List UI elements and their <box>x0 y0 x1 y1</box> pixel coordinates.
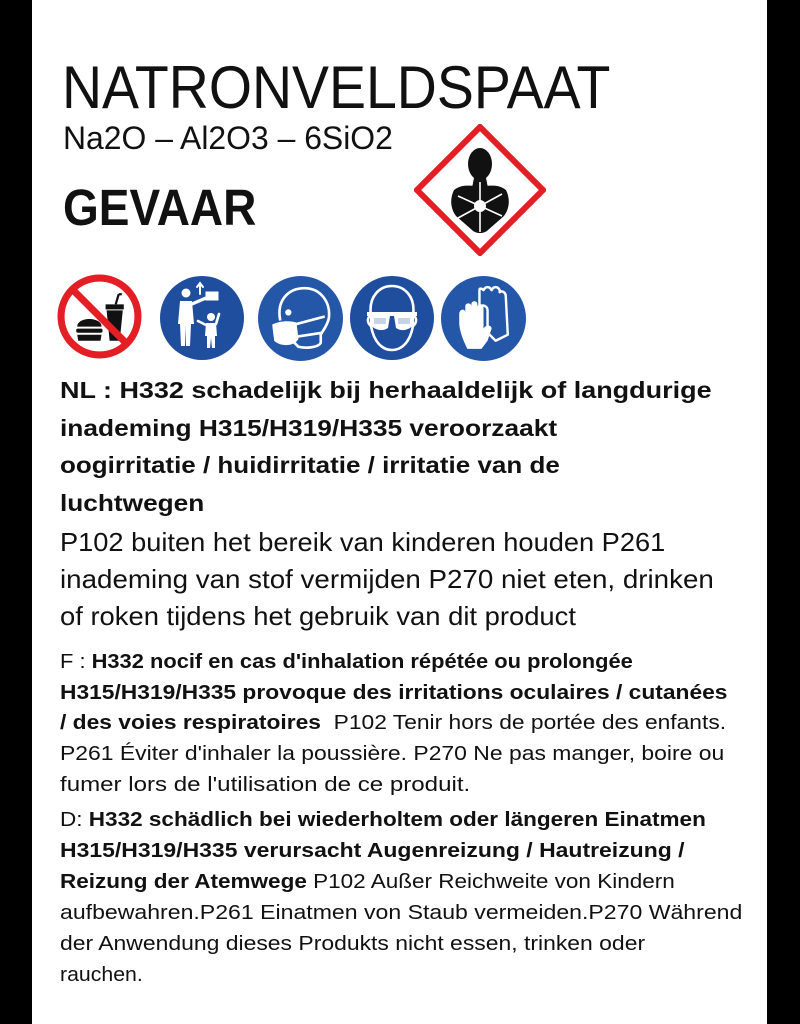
fr-language-prefix: F : <box>60 650 92 673</box>
no-eating-drinking-icon <box>57 274 142 359</box>
fr-hazard-text: / des voies respiratoires <box>60 711 321 734</box>
signal-word: GEVAAR <box>63 179 257 236</box>
wear-gloves-icon <box>441 276 526 361</box>
product-name: NATRONVELDSPAAT <box>62 54 611 121</box>
de-line: aufbewahren.P261 Einatmen von Staub vermeiden.P270 Während <box>60 901 743 924</box>
de-line <box>60 810 706 831</box>
de-precaution-text: P102 Außer Reichweite von Kindern <box>306 870 675 893</box>
wear-goggles-icon <box>350 276 434 360</box>
nl-precaution-line: inademing van stof vermijden P270 niet eten, drinken <box>60 564 714 594</box>
health-hazard-icon <box>414 124 546 256</box>
fr-line <box>60 652 633 673</box>
nl-hazard-line: oogirritatie / huidirritatie / irritatie van de <box>60 452 560 478</box>
nl-hazard-line: NL : H332 schadelijk bij herhaaldelijk of langdurige <box>60 377 712 403</box>
chemical-formula: Na2O – Al2O3 – 6SiO2 <box>63 120 393 156</box>
nl-hazard-line: luchtwegen <box>60 490 205 516</box>
nl-precaution-line: P102 buiten het bereik van kinderen houden P261 <box>60 527 666 557</box>
fr-precaution-text: P102 Tenir hors de portée des enfants. <box>320 711 727 734</box>
fr-line: P261 Éviter d'inhaler la poussière. P270 Ne pas manger, boire ou <box>60 742 725 765</box>
safety-label <box>32 0 767 1024</box>
de-hazard-text: H315/H319/H335 verursacht Augenreizung / Hautreizung / <box>60 839 685 862</box>
de-language-prefix: D: <box>60 808 89 831</box>
wear-mask-icon <box>258 276 343 361</box>
keep-away-from-children-icon <box>160 276 244 360</box>
de-line: rauchen. <box>60 963 143 986</box>
de-hazard-text: H332 schädlich bei wiederholtem oder längeren Einatmen <box>88 808 706 831</box>
de-line: der Anwendung dieses Produkts nicht essen, trinken oder <box>60 932 646 955</box>
fr-line <box>60 713 726 734</box>
de-hazard-text: Reizung der Atemwege <box>60 870 307 893</box>
fr-hazard-text: H332 nocif en cas d'inhalation répétée ou prolongée <box>91 650 633 673</box>
de-line <box>60 872 675 893</box>
nl-hazard-line: inademing H315/H319/H335 veroorzaakt <box>60 415 558 441</box>
fr-hazard-text: H315/H319/H335 provoque des irritations oculaires / cutanées <box>60 681 728 704</box>
fr-line <box>60 683 727 704</box>
fr-line: fumer lors de l'utilisation de ce produit. <box>60 773 471 796</box>
nl-precaution-line: of roken tijdens het gebruik van dit product <box>60 601 576 631</box>
de-line <box>60 841 685 862</box>
